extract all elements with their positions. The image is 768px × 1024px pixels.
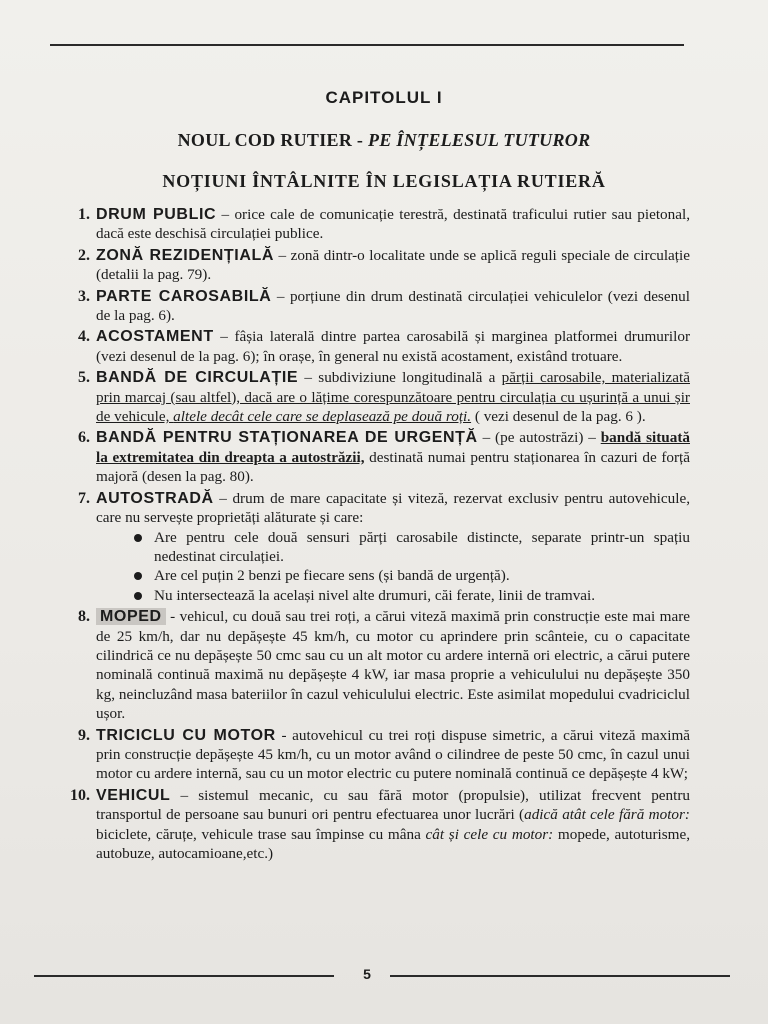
- page-headings: [0, 88, 768, 192]
- underlined-text: părții carosabile, materializată prin marcaj (sau altfel), dacă are o lățime corespunzătoare pentru circulația cu ușurință a unui șir de vehicule,: [96, 369, 690, 426]
- bullet-item: Are cel puțin 2 benzi pe fiecare sens (și bandă de urgență).: [134, 566, 690, 585]
- item-text: – fâșia laterală dintre partea carosabilă și marginea platformei drumurilor (vezi desenul de la pag. 6); în orașe, în general nu există acostament, existând trotuare.: [96, 328, 690, 365]
- underlined-bold-text: bandă situată la extremitatea din dreapta a autostrăzii,: [96, 429, 690, 466]
- item-number: 1.: [78, 206, 90, 223]
- item-body: [96, 287, 690, 326]
- item-text: – orice cale de comunicație terestră, destinată traficului rutier sau pietonal, dacă este deschisă circulației publice.: [96, 206, 691, 243]
- item-term: BANDĂ DE CIRCULAȚIE: [96, 369, 299, 387]
- item-number: 3.: [78, 287, 90, 305]
- item-text: – subdiviziune longitudinală a: [298, 369, 502, 387]
- item-body: [96, 368, 690, 426]
- bullet-item: Are pentru cele două sensuri părți carosabile distincte, separate printr-un spațiu nedestinat circulației.: [134, 528, 690, 567]
- definition-item: [40, 246, 690, 285]
- item-term: PARTE CAROSABILĂ: [96, 287, 272, 305]
- item-number: 2.: [78, 246, 90, 264]
- item-number: 5.: [78, 369, 90, 387]
- item-body: [96, 786, 690, 864]
- underlined-italic-text: altele decât cele care se deplasează pe două roți.: [173, 408, 472, 426]
- item-text: – sistemul mecanic, cu sau fără motor (propulsie), utilizat frecvent pentru transportul de persoane sau bunuri ori pentru efectuarea unor lucrări (: [96, 786, 690, 824]
- item-text-end: destinată numai pentru staționarea în cazuri de forță majoră (desen la pag. 80).: [96, 448, 690, 486]
- definition-item: [40, 607, 690, 723]
- subtitle-italic: PE ÎNȚELESUL TUTUROR: [368, 130, 591, 150]
- item-number: 8.: [78, 608, 90, 626]
- page-footer: [34, 966, 734, 986]
- top-rule: [50, 44, 684, 46]
- section-title: NOȚIUNI ÎNTÂLNITE ÎN LEGISLAȚIA RUTIERĂ: [162, 171, 606, 191]
- definitions-list: [40, 205, 690, 865]
- book-subtitle: [0, 130, 768, 151]
- item-text: - autovehicul cu trei roți dispuse simetric, a cărui viteză maximă prin construcție depășește 45 km/h, cu un motor având o cilindree de peste 50 cmc, în cazul unui motor cu ardere internă, sau cu un motor electric cu putere nominală continuă ce depășește 4 kW;: [96, 726, 690, 783]
- footer-rule-right: [390, 975, 730, 977]
- item-term: ZONĂ REZIDENȚIALĂ: [96, 246, 274, 264]
- bullet-item: Nu intersectează la același nivel alte drumuri, căi ferate, linii de tramvai.: [134, 586, 690, 605]
- definition-item: [40, 287, 690, 326]
- item-number: 9.: [78, 726, 90, 744]
- italic-text: adică atât cele fără motor:: [524, 806, 690, 824]
- page-number: 5: [363, 966, 371, 982]
- footer-rule-left: [34, 975, 334, 977]
- subtitle-main: NOUL COD RUTIER -: [177, 130, 369, 150]
- item-text-middle: biciclete, căruțe, vehicule trase sau împinse cu mâna: [96, 825, 426, 843]
- item-body: [96, 726, 690, 784]
- definition-item: [40, 428, 690, 486]
- item-text: – drum de mare capacitate și viteză, rezervat exclusiv pentru autovehicule, care nu servește proprietăți alăturate și care:: [96, 489, 690, 527]
- item-body: [96, 205, 690, 244]
- item-text: – zonă dintr-o localitate unde se aplică reguli speciale de circulație (detalii la pag. 79).: [96, 246, 690, 284]
- italic-text: cât și cele cu motor:: [425, 825, 554, 843]
- item-text-end: ( vezi desenul de la pag. 6 ).: [471, 408, 646, 426]
- bullet-list: [96, 528, 690, 606]
- item-body: [96, 246, 690, 285]
- item-number: 4.: [78, 328, 90, 346]
- definition-item: [40, 786, 690, 864]
- item-text: – (pe autostrăzi) –: [477, 429, 601, 447]
- item-text-end: mopede, autoturisme, autobuze, autocamioane,etc.): [96, 825, 691, 862]
- item-text: – porțiune din drum destinată circulației vehiculelor (vezi desenul de la pag. 6).: [96, 287, 690, 325]
- definition-item: [40, 205, 690, 244]
- item-term-highlighted: MOPED: [96, 608, 166, 625]
- item-number: 7.: [78, 489, 90, 507]
- item-number: 6.: [78, 429, 90, 447]
- item-text: - vehicul, cu două sau trei roți, a cărui viteză maximă prin construcție este mai mare de 25 km/h, dar nu depășește 45 km/h, cu motor cu aprindere prin scânteie, cu o capacitate cilindrică ce nu depășește 50 cmc sau cu un alt motor cu ardere internă ori electric, a cărui putere nominală continuă maximă nu depășește 4 kW, iar masa proprie a vehiculului nu depășește 350 kg, neincluzând masa bateriilor în cazul vehiculului electric. Este asimilat mopedului cvadriciclul ușor.: [96, 608, 690, 723]
- item-term: VEHICUL: [96, 786, 171, 804]
- definition-item: [40, 489, 690, 605]
- item-body: [96, 327, 690, 366]
- item-body: [96, 428, 690, 486]
- item-term: AUTOSTRADĂ: [96, 489, 214, 507]
- item-term: BANDĂ PENTRU STAȚIONAREA DE URGENȚĂ: [96, 429, 478, 447]
- definition-item: [40, 368, 690, 426]
- item-body: [96, 607, 690, 723]
- item-term: DRUM PUBLIC: [96, 206, 217, 223]
- item-term: TRICICLU CU MOTOR: [96, 726, 276, 744]
- item-number: 10.: [70, 786, 90, 804]
- chapter-title: CAPITOLUL I: [325, 88, 443, 107]
- definition-item: [40, 726, 690, 784]
- item-body: [96, 489, 690, 605]
- item-term: ACOSTAMENT: [96, 328, 214, 346]
- definition-item: [40, 327, 690, 366]
